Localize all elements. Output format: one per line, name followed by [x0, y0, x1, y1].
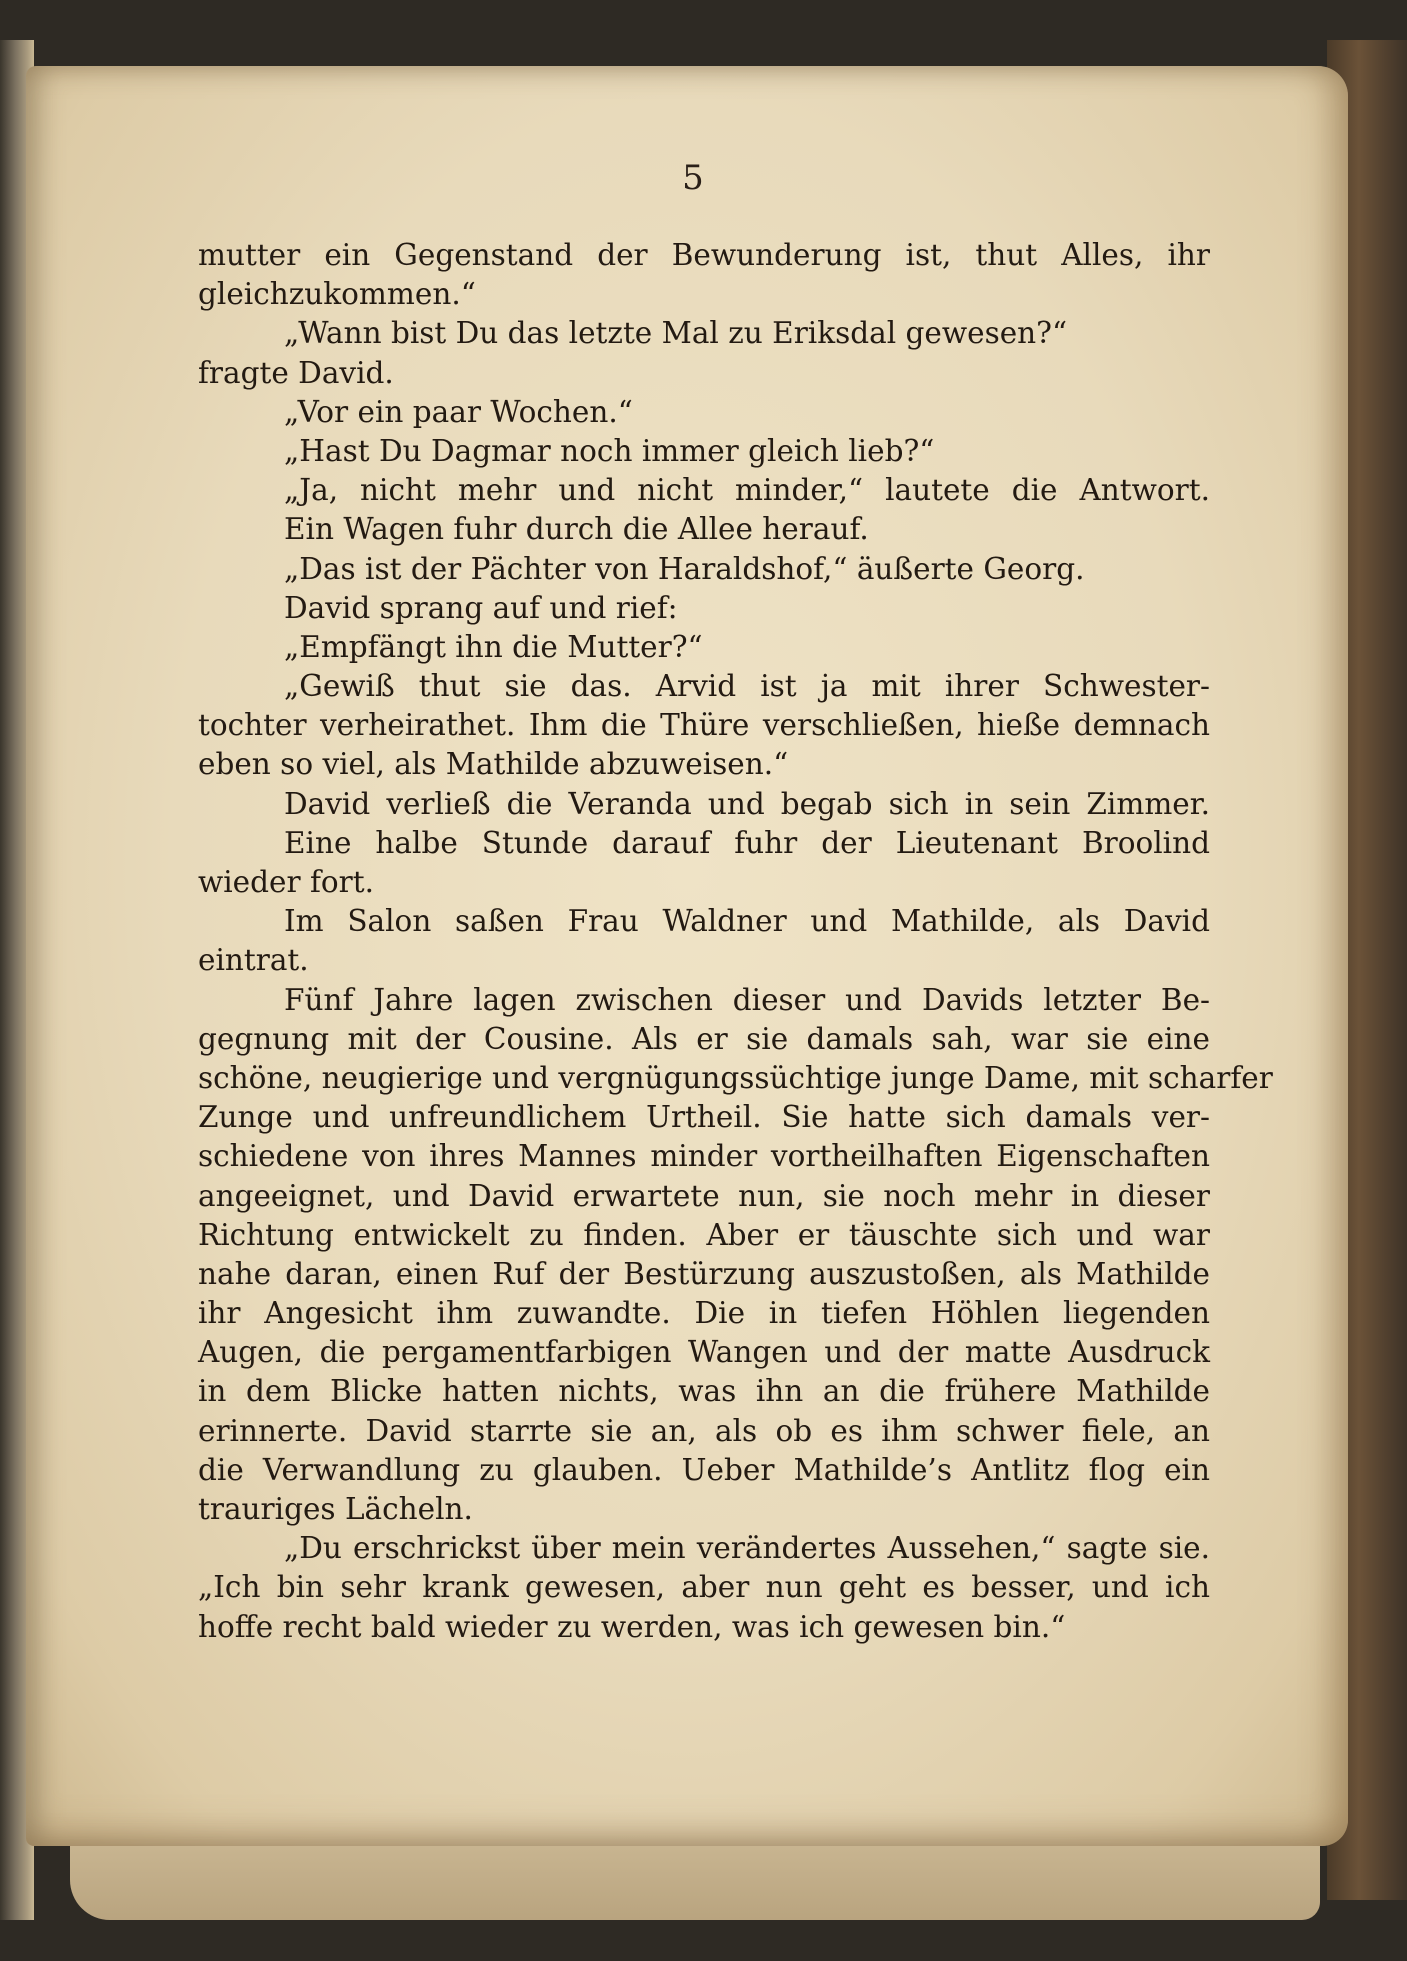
text-line: Richtung entwickelt zu finden. Aber er täuschte sich und war	[198, 1217, 1210, 1252]
text-line: Fünf Jahre lagen zwischen dieser und Davids letzter Be-	[284, 982, 1210, 1017]
text-line: ihr Angesicht ihm zuwandte. Die in tiefen Höhlen liegenden	[198, 1296, 1210, 1331]
page-number: 5	[682, 158, 704, 198]
text-line: gleichzukommen.“	[198, 277, 476, 312]
text-line: David sprang auf und rief:	[284, 590, 678, 625]
text-line: wieder fort.	[198, 865, 374, 899]
text-line: die Verwandlung zu glauben. Ueber Mathilde’s Antlitz flog ein	[198, 1452, 1210, 1487]
body-text	[198, 236, 1273, 1647]
text-line: schöne, neugierige und vergnügungssüchtige junge Dame, mit scharfer	[198, 1060, 1273, 1095]
text-line: Ein Wagen fuhr durch die Allee herauf.	[284, 512, 869, 547]
text-line: mutter ein Gegenstand der Bewunderung ist, thut Alles, ihr	[198, 238, 1210, 272]
text-line: gegnung mit der Cousine. Als er sie damals sah, war sie eine	[198, 1021, 1210, 1056]
text-line: in dem Blicke hatten nichts, was ihn an die frühere Mathilde	[198, 1374, 1210, 1409]
text-line: Im Salon saßen Frau Waldner und Mathilde, als David	[284, 904, 1210, 939]
text-line: angeeignet, und David erwartete nun, sie noch mehr in dieser	[198, 1178, 1210, 1213]
text-line: Zunge und unfreundlichem Urtheil. Sie hatte sich damals ver-	[198, 1100, 1210, 1135]
text-line: trauriges Lächeln.	[198, 1492, 473, 1526]
text-line: nahe daran, einen Ruf der Bestürzung auszustoßen, als Mathilde	[198, 1256, 1210, 1291]
text-line: „Hast Du Dagmar noch immer gleich lieb?“	[284, 433, 935, 468]
text-line: schiedene von ihres Mannes minder vortheilhaften Eigenschaften	[198, 1139, 1210, 1174]
text-line: „Du erschrickst über mein verändertes Aussehen,“ sagte sie.	[284, 1531, 1210, 1566]
text-line: David verließ die Veranda und begab sich in sein Zimmer.	[284, 786, 1210, 821]
text-line: „Ja, nicht mehr und nicht minder,“ lautete die Antwort.	[284, 473, 1210, 508]
text-line: Augen, die pergamentfarbigen Wangen und der matte Ausdruck	[198, 1335, 1210, 1370]
text-line: „Ich bin sehr krank gewesen, aber nun geht es besser, und ich	[198, 1570, 1210, 1605]
text-line: eben so viel, als Mathilde abzuweisen.“	[198, 747, 789, 782]
text-line: „Das ist der Pächter von Haraldshof,“ äußerte Georg.	[284, 551, 1085, 586]
text-line: tochter verheirathet. Ihm die Thüre verschließen, hieße demnach	[198, 708, 1210, 743]
text-line: eintrat.	[198, 943, 309, 978]
text-line: „Gewiß thut sie das. Arvid ist ja mit ihrer Schwester-	[284, 669, 1210, 704]
text-line: „Empfängt ihn die Mutter?“	[284, 629, 703, 664]
text-line: hoffe recht bald wieder zu werden, was ich gewesen bin.“	[198, 1609, 1066, 1644]
text-line: erinnerte. David starrte sie an, als ob es ihm schwer fiele, an	[198, 1413, 1210, 1448]
text-line: „Wann bist Du das letzte Mal zu Eriksdal gewesen?“	[284, 316, 1068, 351]
text-line: fragte David.	[198, 355, 394, 390]
text-line: „Vor ein paar Wochen.“	[284, 394, 633, 429]
text-line: Eine halbe Stunde darauf fuhr der Lieutenant Broolind	[284, 825, 1210, 860]
